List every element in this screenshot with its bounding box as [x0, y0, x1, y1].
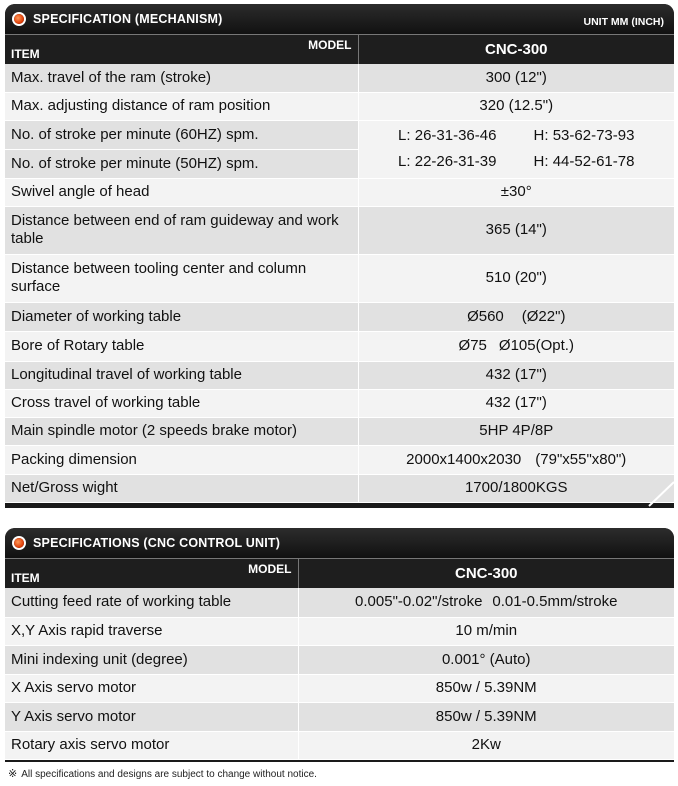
row-label: No. of stroke per minute (50HZ) spm.: [5, 149, 358, 178]
row-value: [358, 331, 674, 361]
header-model-label: MODEL: [308, 38, 352, 52]
row-label: No. of stroke per minute (60HZ) spm.: [5, 120, 358, 149]
row-value: [358, 302, 674, 331]
orange-bullet-icon: [14, 538, 24, 548]
row-label: X Axis servo motor: [5, 674, 298, 702]
table-row: [5, 302, 674, 331]
row-label: Net/Gross wight: [5, 474, 358, 502]
table-row: [5, 645, 674, 674]
table-diameter-mm: Ø560: [467, 307, 504, 325]
row-value: 320 (12.5"): [358, 92, 674, 120]
stroke-50hz-low: L: 22-26-31-39: [398, 153, 497, 170]
row-value: 365 (14"): [358, 206, 674, 254]
mechanism-spec-table: [5, 34, 674, 503]
table-row: [5, 64, 674, 92]
packing-dimension-inch: (79"x55"x80"): [535, 450, 627, 468]
row-value: 0.001° (Auto): [298, 645, 674, 674]
header-item-label: ITEM: [11, 571, 40, 585]
row-value: ±30°: [358, 178, 674, 206]
row-label: Bore of Rotary table: [5, 331, 358, 361]
table-row: [5, 389, 674, 417]
feed-rate-mm: 0.01-0.5mm/stroke: [492, 593, 618, 611]
row-value: [298, 588, 674, 617]
row-value: 432 (17"): [358, 361, 674, 389]
row-label: X,Y Axis rapid traverse: [5, 617, 298, 645]
row-value: 510 (20"): [358, 254, 674, 302]
header-model-value: CNC-300: [298, 559, 674, 589]
table-header-row: [5, 559, 674, 589]
table-row: [5, 331, 674, 361]
cnc-title-bar: [5, 528, 674, 558]
table-row: [5, 178, 674, 206]
table-row: [5, 731, 674, 759]
table-header-row: [5, 35, 674, 65]
table-diameter-inch: (Ø22"): [521, 307, 566, 325]
cnc-title: SPECIFICATIONS (CNC CONTROL UNIT): [33, 536, 281, 550]
table-row: [5, 254, 674, 302]
unit-label: UNIT MM (INCH): [583, 16, 664, 28]
row-label: Y Axis servo motor: [5, 702, 298, 731]
table-row: [5, 120, 674, 149]
header-item-model-cell: [5, 559, 298, 589]
row-value: [358, 445, 674, 474]
row-value: 1700/1800KGS: [358, 474, 674, 502]
header-model-label: MODEL: [248, 562, 292, 576]
stroke-50hz-high: H: 44-52-61-78: [533, 153, 635, 170]
row-label: Packing dimension: [5, 445, 358, 474]
table-row: [5, 617, 674, 645]
table-row: [5, 674, 674, 702]
header-model-value: CNC-300: [358, 35, 674, 65]
row-label: Main spindle motor (2 speeds brake motor): [5, 417, 358, 445]
row-label: Swivel angle of head: [5, 178, 358, 206]
row-label: Mini indexing unit (degree): [5, 645, 298, 674]
row-value: 432 (17"): [358, 389, 674, 417]
row-label: Max. travel of the ram (stroke): [5, 64, 358, 92]
corner-decoration: [614, 480, 674, 508]
row-value: 10 m/min: [298, 617, 674, 645]
row-label: Distance between tooling center and column surface: [5, 254, 358, 302]
mechanism-title: SPECIFICATION (MECHANISM): [33, 12, 223, 26]
mechanism-title-bar: [5, 4, 674, 34]
table-row: [5, 92, 674, 120]
table-row: [5, 445, 674, 474]
bore-standard: Ø75: [458, 337, 487, 354]
row-label: Cross travel of working table: [5, 389, 358, 417]
row-label: Longitudinal travel of working table: [5, 361, 358, 389]
row-value: 2Kw: [298, 731, 674, 759]
table-row: [5, 474, 674, 502]
bore-optional: Ø105(Opt.): [498, 337, 574, 354]
cnc-spec-table: [5, 558, 674, 760]
table-row: [5, 588, 674, 617]
stroke-60hz-high: H: 53-62-73-93: [533, 127, 635, 144]
stroke-60hz-values: [360, 127, 674, 145]
row-value: 300 (12"): [358, 64, 674, 92]
stroke-values-cell: [358, 120, 674, 178]
row-label: Diameter of working table: [5, 302, 358, 331]
feed-rate-inch: 0.005"-0.02"/stroke: [355, 593, 483, 611]
table-row: [5, 417, 674, 445]
table-row: [5, 702, 674, 731]
header-item-label: ITEM: [11, 47, 40, 61]
row-label: Cutting feed rate of working table: [5, 588, 298, 617]
row-value: 5HP 4P/8P: [358, 417, 674, 445]
table-row: [5, 361, 674, 389]
cnc-spec-panel: [5, 528, 674, 762]
disclaimer-text: All specifications and designs are subject to change without notice.: [21, 769, 317, 780]
orange-bullet-icon: [14, 14, 24, 24]
table-row: [5, 206, 674, 254]
disclaimer-footnote: [8, 767, 317, 780]
header-item-model-cell: [5, 35, 358, 65]
stroke-50hz-values: [360, 153, 674, 171]
row-label: Max. adjusting distance of ram position: [5, 92, 358, 120]
mechanism-spec-panel: [5, 4, 674, 508]
row-value: 850w / 5.39NM: [298, 702, 674, 731]
row-label: Rotary axis servo motor: [5, 731, 298, 759]
stroke-60hz-low: L: 26-31-36-46: [398, 127, 497, 144]
row-label: Distance between end of ram guideway and work table: [5, 206, 358, 254]
reference-mark-icon: ※: [8, 768, 18, 780]
row-value: 850w / 5.39NM: [298, 674, 674, 702]
packing-dimension-mm: 2000x1400x2030: [406, 450, 522, 468]
